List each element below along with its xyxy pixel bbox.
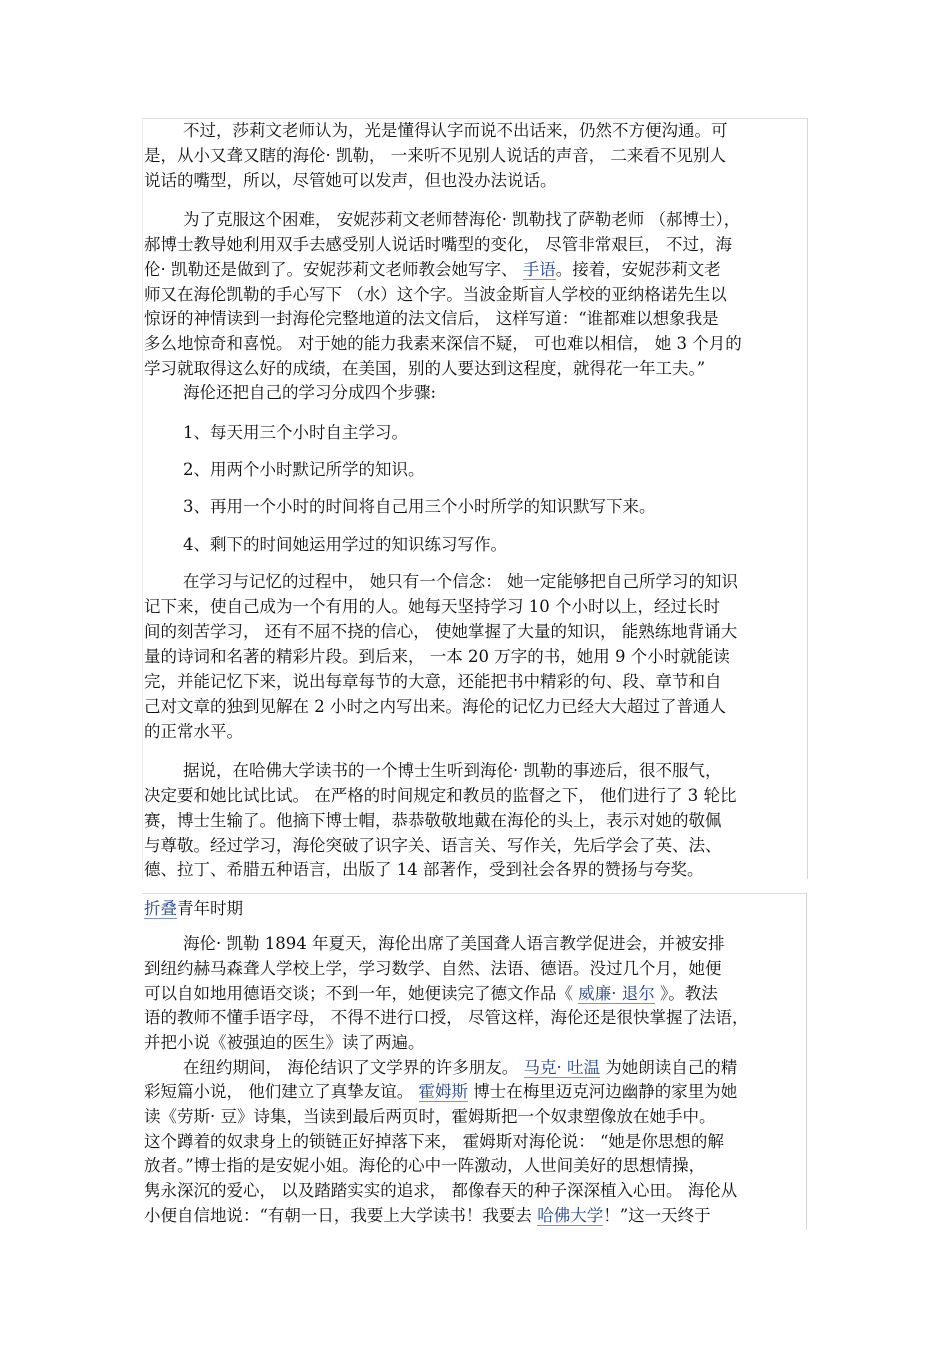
- section-title: 青年时期: [177, 899, 243, 918]
- paragraph-line: 在学习与记忆的过程中， 她只有一个信念： 她一定能够把自己所学习的知识: [183, 572, 738, 591]
- paragraph-line: 郝博士教导她利用双手去感受别人说话时嘴型的变化， 尽管非常艰巨， 不过，海: [144, 235, 732, 254]
- link-mark-twain[interactable]: 马克· 吐温: [523, 1058, 600, 1077]
- paragraph-line: 己对文章的独到见解在 2 小时之内写出来。海伦的记忆力已经大大超过了普通人: [144, 697, 726, 716]
- text-span: 为她朗读自己的精: [600, 1058, 738, 1077]
- link-weilian-tuier[interactable]: 威廉· 退尔: [578, 984, 655, 1003]
- paragraph-line: 不过，莎莉文老师认为，光是懂得认字而说不出话来，仍然不方便沟通。可: [183, 121, 728, 140]
- step-item: 1、每天用三个小时自主学习。: [183, 423, 408, 442]
- paragraph-line: 是，从小又聋又瞎的海伦· 凯勒， 一来听不见别人说话的声音， 二来看不见别人: [144, 146, 726, 165]
- fold-toggle-link[interactable]: 折叠: [144, 899, 177, 918]
- section-heading: [144, 896, 243, 921]
- text-span: 。接着，安妮莎莉文老: [555, 260, 721, 279]
- paragraph-line: 记下来，使自己成为一个有用的人。她每天坚持学习 10 个小时以上，经过长时: [144, 597, 720, 616]
- text-span: 博士在梅里迈克河边幽静的家里为她: [468, 1082, 738, 1101]
- paragraph-line: 这个蹲着的奴隶身上的锁链正好掉落下来， 霍姆斯对海伦说： “她是你思想的解: [144, 1132, 724, 1151]
- paragraph-line: 为了克服这个困难， 安妮莎莉文老师替海伦· 凯勒找了萨勒老师 （郝博士），: [183, 210, 741, 229]
- text-span: 伦· 凯勒还是做到了。安妮莎莉文老师教会她写字、: [144, 260, 523, 279]
- paragraph-line: 读《劳斯· 豆》诗集，当读到最后两页时，霍姆斯把一个奴隶塑像放在她手中。: [144, 1107, 716, 1126]
- text-span: 在纽约期间， 海伦结识了文学界的许多朋友。: [183, 1058, 524, 1077]
- paragraph-line: 隽永深沉的爱心， 以及踏踏实实的追求， 都像春天的种子深深植入心田。 海伦从: [144, 1181, 738, 1200]
- paragraph-line: 与尊敬。经过学习，海伦突破了识字关、语言关、写作关，先后学会了英、法、: [144, 836, 722, 855]
- text-span: 可以自如地用德语交谈；不到一年，她便读完了德文作品《: [144, 984, 579, 1003]
- paragraph-line: 到纽约赫马森聋人学校上学，学习数学、自然、法语、德语。没过几个月，她便: [144, 959, 722, 978]
- paragraph-line: 海伦· 凯勒 1894 年夏天，海伦出席了美国聋人语言教学促进会，并被安排: [183, 934, 725, 953]
- paragraph-line: 决定要和她比试比试。 在严格的时间规定和教员的监督之下， 他们进行了 3 轮比: [144, 786, 737, 805]
- paragraph-line: 语的教师不懂手语字母， 不得不进行口授， 尽管这样，海伦还是很快掌握了法语，: [144, 1008, 749, 1027]
- paragraph-line: 说话的嘴型，所以，尽管她可以发声，但也没办法说话。: [144, 171, 557, 190]
- paragraph-line: 惊讶的神情读到一封海伦完整地道的法文信后， 这样写道：“谁都难以想象我是: [144, 309, 719, 328]
- step-item: 2、用两个小时默记所学的知识。: [183, 460, 425, 479]
- paragraph-line: 并把小说《被强迫的医生》读了两遍。: [144, 1033, 425, 1052]
- text-span: 小便自信地说：“有朝一日，我要上大学读书！我要去: [144, 1206, 538, 1225]
- paragraph-line: [183, 1055, 737, 1080]
- paragraph-line: 放者。”博士指的是安妮小姐。海伦的心中一阵激动，人世间美好的思想情操，: [144, 1156, 706, 1175]
- text-span: 彩短篇小说， 他们建立了真挚友谊。: [144, 1082, 419, 1101]
- paragraph-line: 师又在海伦凯勒的手心写下 （水）这个字。当波金斯盲人学校的亚纳格诺先生以: [144, 285, 727, 304]
- paragraph-line: 学习就取得这么好的成绩，在美国，别的人要达到这程度，就得花一年工夫。”: [144, 359, 706, 378]
- paragraph-line: 的正常水平。: [144, 722, 243, 741]
- paragraph-line: 间的刻苦学习， 还有不屈不挠的信心， 使她掌握了大量的知识， 能熟练地背诵大: [144, 622, 738, 641]
- paragraph-line: 量的诗词和名著的精彩片段。到后来， 一本 20 万字的书，她用 9 个小时就能读: [144, 647, 730, 666]
- paragraph-line: [144, 1203, 711, 1228]
- paragraph-line: 海伦还把自己的学习分成四个步骤:: [183, 383, 437, 402]
- link-shouyu[interactable]: 手语: [522, 260, 556, 279]
- step-item: 4、剩下的时间她运用学过的知识练习写作。: [183, 535, 507, 554]
- text-span: 》。教法: [654, 984, 718, 1003]
- link-harvard[interactable]: 哈佛大学: [537, 1206, 604, 1225]
- link-holmes[interactable]: 霍姆斯: [418, 1082, 468, 1101]
- paragraph-line: [144, 257, 721, 282]
- step-item: 3、再用一个小时的时间将自己用三个小时所学的知识默写下来。: [183, 497, 656, 516]
- text-span: ！”这一天终于: [603, 1206, 711, 1225]
- paragraph-line: 完，并能记忆下来，说出每章每节的大意，还能把书中精彩的句、段、章节和自: [144, 672, 722, 691]
- paragraph-line: [144, 981, 718, 1006]
- paragraph-line: [144, 1079, 737, 1104]
- paragraph-line: 多么地惊奇和喜悦。 对于她的能力我素来深信不疑， 可也难以相信， 她 3 个月的: [144, 334, 742, 353]
- paragraph-line: 德、拉丁、希腊五种语言，出版了 14 部著作，受到社会各界的赞扬与夸奖。: [144, 860, 704, 879]
- paragraph-line: 据说，在哈佛大学读书的一个博士生听到海伦· 凯勒的事迹后，很不服气，: [183, 761, 722, 780]
- paragraph-line: 赛，博士生输了。他摘下博士帽，恭恭敬敬地戴在海伦的头上，表示对她的敬佩: [144, 811, 722, 830]
